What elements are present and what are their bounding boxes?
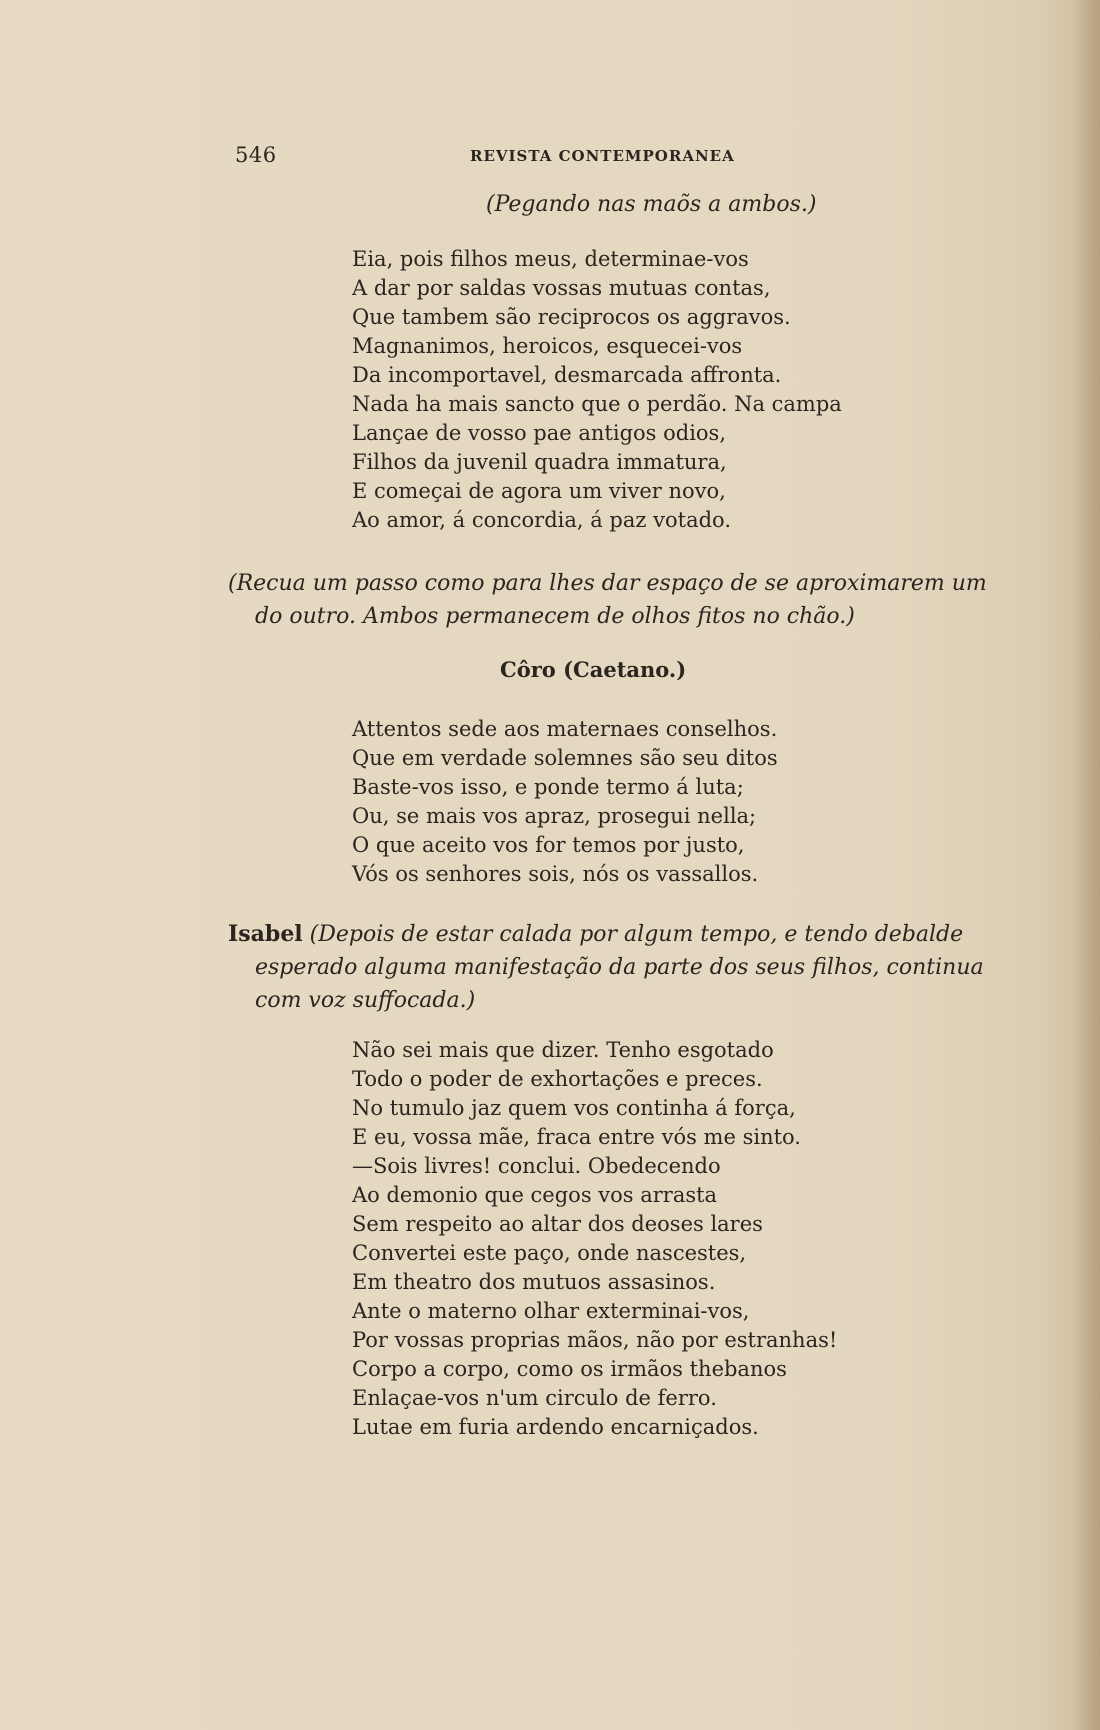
verse-line: Que tambem são reciprocos os aggravos. [352, 305, 791, 329]
verse-line: Magnanimos, heroicos, esquecei-vos [352, 334, 743, 358]
verse-line: Ou, se mais vos apraz, prosegui nella; [352, 804, 757, 828]
speaker-block-isabel [228, 918, 984, 1017]
verse-line: Sem respeito ao altar dos deoses lares [352, 1212, 763, 1236]
stage-direction-line: (Depois de estar calada por algum tempo, e tendo debalde [309, 922, 964, 947]
page-edge-shadow [1072, 0, 1100, 1730]
verse-line: Em theatro dos mutuos assasinos. [352, 1270, 716, 1294]
verse-line: Por vossas proprias mãos, não por estranhas! [352, 1328, 838, 1352]
verse-line: Vós os senhores sois, nós os vassallos. [352, 862, 759, 886]
verse-line: Ante o materno olhar exterminai-vos, [352, 1299, 750, 1323]
verse-line: Convertei este paço, onde nascestes, [352, 1241, 747, 1265]
verse-line: Ao demonio que cegos vos arrasta [352, 1183, 718, 1207]
verse-stanza-2 [352, 715, 778, 889]
verse-line: Enlaçae-vos n'um circulo de ferro. [352, 1386, 717, 1410]
verse-line: Lutae em furia ardendo encarniçados. [352, 1415, 759, 1439]
verse-line: —Sois livres! conclui. Obedecendo [352, 1154, 721, 1178]
verse-line: A dar por saldas vossas mutuas contas, [352, 276, 771, 300]
verse-line: Lançae de vosso pae antigos odios, [352, 421, 727, 445]
verse-line: Eia, pois filhos meus, determinae-vos [352, 247, 749, 271]
speaker-name-isabel: Isabel [228, 921, 303, 947]
page-number: 546 [235, 143, 277, 167]
verse-line: Nada ha mais sancto que o perdão. Na campa [352, 392, 842, 416]
verse-line: Attentos sede aos maternaes conselhos. [352, 717, 778, 741]
verse-line: No tumulo jaz quem vos continha á força, [352, 1096, 796, 1120]
verse-stanza-3 [352, 1036, 837, 1442]
verse-stanza-1 [352, 245, 842, 535]
verse-line: Todo o poder de exhortações e preces. [352, 1067, 763, 1091]
verse-line: O que aceito vos for temos por justo, [352, 833, 745, 857]
verse-line: Não sei mais que dizer. Tenho esgotado [352, 1038, 774, 1062]
stage-direction-line: (Recua um passo como para lhes dar espaço de se aproximarem um [228, 571, 987, 596]
stage-direction-line: do outro. Ambos permanecem de olhos fitos no chão.) [255, 604, 855, 629]
page-header [235, 143, 835, 171]
stage-direction-step-back [228, 567, 987, 633]
running-title: REVISTA CONTEMPORANEA [470, 147, 735, 165]
verse-line: E começai de agora um viver novo, [352, 479, 726, 503]
verse-line: Corpo a corpo, como os irmãos thebanos [352, 1357, 787, 1381]
speaker-heading-coro: Côro (Caetano.) [500, 657, 687, 682]
verse-line: Ao amor, á concordia, á paz votado. [352, 508, 731, 532]
stage-direction-line: esperado alguma manifestação da parte dos seus filhos, continua [255, 955, 984, 980]
verse-line: Que em verdade solemnes são seu ditos [352, 746, 778, 770]
verse-line: Filhos da juvenil quadra immatura, [352, 450, 727, 474]
verse-line: Da incomportavel, desmarcada affronta. [352, 363, 782, 387]
verse-line: Baste-vos isso, e ponde termo á luta; [352, 775, 744, 799]
stage-direction-taking-hands: (Pegando nas maõs a ambos.) [486, 192, 817, 217]
stage-direction-line: com voz suffocada.) [255, 988, 476, 1013]
verse-line: E eu, vossa mãe, fraca entre vós me sinto. [352, 1125, 801, 1149]
